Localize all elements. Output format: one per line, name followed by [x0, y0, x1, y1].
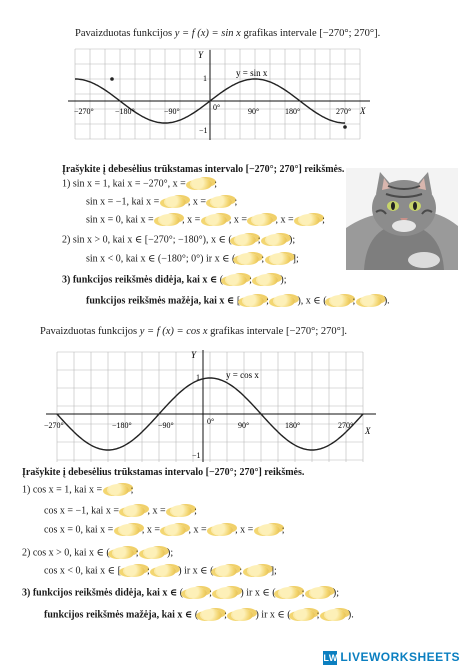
- cos-row-7-text: funkcijos reikšmės mažėja, kai x ∈: [44, 609, 193, 621]
- answer-cloud[interactable]: [298, 214, 320, 226]
- sin-row-7-text: funkcijos reikšmės mažėja, kai x ∈: [86, 295, 235, 307]
- answer-cloud[interactable]: [258, 524, 280, 536]
- sin-xtick-3: 0°: [213, 103, 221, 112]
- sin-title-formula: y = f (x) = sin x: [174, 28, 241, 39]
- sin-row-4-text: 2) sin x > 0, kai x ∈ [−270°; −180°), x ∈: [62, 234, 226, 246]
- answer-cloud[interactable]: [234, 234, 256, 246]
- cos-row-1: 1) cos x = 1, kai x = ;: [22, 484, 134, 496]
- sin-row-1: 1) sin x = 1, kai x = −270°, x = ;: [62, 178, 218, 190]
- cos-curve-label: y = cos x: [226, 370, 259, 380]
- sin-ytick-neg1: −1: [199, 126, 208, 135]
- sin-row-3-text: sin x = 0, kai x =: [86, 214, 154, 226]
- sin-row-1-text: 1) sin x = 1, kai x = −270°, x =: [62, 178, 186, 190]
- answer-cloud[interactable]: [215, 565, 237, 577]
- sin-row-6: 3) funkcijos reikšmės didėja, kai x ∈ ( ; );: [62, 274, 287, 286]
- answer-cloud[interactable]: [210, 196, 232, 208]
- cos-xtick-2: −90°: [158, 421, 174, 430]
- connector-and: ir: [246, 587, 253, 599]
- sin-title-post: grafikas intervale [−270°; 270°].: [243, 28, 381, 39]
- answer-cloud[interactable]: [360, 295, 382, 307]
- cos-row-7: funkcijos reikšmės mažėja, kai x ∈ ( ; ) ir x ∈ ( ; ).: [44, 609, 354, 621]
- sin-row-2-text: sin x = −1, kai x =: [86, 196, 160, 208]
- answer-cloud[interactable]: [143, 547, 165, 559]
- answer-cloud[interactable]: [247, 565, 269, 577]
- cos-row-2: cos x = −1, kai x = , x = ;: [44, 505, 197, 517]
- cos-row-4-text: 2) cos x > 0, kai x ∈: [22, 547, 104, 559]
- cos-x-label: X: [365, 426, 371, 436]
- sin-row-4: 2) sin x > 0, kai x ∈ [−270°; −180°), x ∈ ( ; );: [62, 234, 296, 246]
- cos-xtick-4: 90°: [238, 421, 250, 430]
- cos-xtick-0: −270°: [44, 421, 64, 430]
- cos-title: [40, 326, 347, 337]
- cos-xtick-6: 270°: [338, 421, 354, 430]
- connector-and: ir: [261, 609, 268, 621]
- sin-title: [75, 28, 380, 39]
- sin-x-label: X: [360, 106, 366, 116]
- sin-xtick-5: 180°: [285, 107, 301, 116]
- sin-y-label: Y: [198, 50, 204, 60]
- answer-cloud[interactable]: [112, 547, 134, 559]
- sin-row-2: sin x = −1, kai x = , x = ;: [86, 196, 238, 208]
- cos-row-3-text: cos x = 0, kai x =: [44, 524, 114, 536]
- sin-row-5-text: sin x < 0, kai x ∈ (−180°; 0°) ir x ∈: [86, 253, 230, 265]
- answer-cloud[interactable]: [251, 214, 273, 226]
- connector-and: ir: [184, 565, 191, 577]
- sin-ytick-1: 1: [203, 74, 207, 83]
- answer-cloud[interactable]: [265, 234, 287, 246]
- connector-in: x ∈: [305, 295, 321, 307]
- cos-instruction: Įrašykite į debesėlius trūkstamas intervalo [−270°; 270°] reikšmės.: [22, 467, 305, 478]
- answer-cloud[interactable]: [273, 295, 295, 307]
- answer-cloud[interactable]: [231, 609, 253, 621]
- sin-title-pre: Pavaizduotas funkcijos: [75, 28, 173, 39]
- cos-xtick-1: −180°: [112, 421, 132, 430]
- sin-xtick-0: −270°: [74, 107, 94, 116]
- answer-cloud[interactable]: [242, 295, 264, 307]
- cos-xtick-3: 0°: [207, 417, 215, 426]
- answer-cloud[interactable]: [158, 214, 180, 226]
- cos-row-4: 2) cos x > 0, kai x ∈ ( ; );: [22, 547, 174, 559]
- answer-cloud[interactable]: [293, 609, 315, 621]
- answer-cloud[interactable]: [118, 524, 140, 536]
- answer-cloud[interactable]: [211, 524, 233, 536]
- sin-row-3: sin x = 0, kai x = , x = , x = , x = ;: [86, 214, 325, 226]
- cos-row-1-text: 1) cos x = 1, kai x =: [22, 484, 103, 496]
- sin-row-7: funkcijos reikšmės mažėja, kai x ∈ [ ; ), x ∈ ( ; ).: [86, 295, 390, 307]
- cos-sheet: [0, 322, 474, 646]
- sin-graph: [60, 44, 390, 144]
- cos-row-2-text: cos x = −1, kai x =: [44, 505, 119, 517]
- answer-cloud[interactable]: [225, 274, 247, 286]
- cat-photo: [346, 168, 458, 270]
- brand-name: LIVEWORKSHEETS: [340, 650, 460, 664]
- brand-logo-icon: LW: [323, 652, 338, 663]
- footer: [0, 646, 474, 669]
- answer-cloud[interactable]: [154, 565, 176, 577]
- answer-cloud[interactable]: [123, 505, 145, 517]
- sin-xtick-4: 90°: [248, 107, 260, 116]
- sin-row-5: sin x < 0, kai x ∈ (−180°; 0°) ir x ∈ ( ; ];: [86, 253, 299, 265]
- cos-row-3: cos x = 0, kai x = , x = , x = , x = ;: [44, 524, 285, 536]
- cos-ytick-neg1: −1: [192, 451, 201, 460]
- answer-cloud[interactable]: [190, 178, 212, 190]
- cos-row-5: cos x < 0, kai x ∈ [ ; ) ir x ∈ ( ; ];: [44, 565, 277, 577]
- answer-cloud[interactable]: [123, 565, 145, 577]
- cos-row-5-text: cos x < 0, kai x ∈: [44, 565, 116, 577]
- answer-cloud[interactable]: [205, 214, 227, 226]
- cos-row-6: 3) funkcijos reikšmės didėja, kai x ∈ ( ; ) ir x ∈ ( ; );: [22, 587, 339, 599]
- answer-cloud[interactable]: [278, 587, 300, 599]
- answer-cloud[interactable]: [324, 609, 346, 621]
- answer-cloud[interactable]: [170, 505, 192, 517]
- cos-xtick-5: 180°: [285, 421, 301, 430]
- cos-title-post: grafikas intervale [−270°; 270°].: [210, 326, 347, 337]
- cos-row-6-text: 3) funkcijos reikšmės didėja, kai x ∈: [22, 587, 178, 599]
- answer-cloud[interactable]: [237, 253, 259, 265]
- answer-cloud[interactable]: [329, 295, 351, 307]
- sin-sheet: [0, 0, 474, 322]
- sin-grid: [75, 49, 360, 139]
- answer-cloud[interactable]: [256, 274, 278, 286]
- answer-cloud[interactable]: [107, 484, 129, 496]
- sin-xtick-6: 270°: [336, 107, 352, 116]
- sin-curve-label: y = sin x: [236, 68, 268, 78]
- sin-instruction: Įrašykite į debesėlius trūkstamas intervalo [−270°; 270°] reikšmės.: [62, 164, 345, 175]
- sin-row-6-text: 3) funkcijos reikšmės didėja, kai x ∈: [62, 274, 218, 286]
- answer-cloud[interactable]: [164, 196, 186, 208]
- answer-cloud[interactable]: [164, 524, 186, 536]
- answer-cloud[interactable]: [269, 253, 291, 265]
- sin-xtick-2: −90°: [164, 107, 180, 116]
- answer-cloud[interactable]: [309, 587, 331, 599]
- answer-cloud[interactable]: [216, 587, 238, 599]
- cos-graph: [40, 344, 390, 464]
- cos-grid: [57, 352, 363, 462]
- answer-cloud[interactable]: [200, 609, 222, 621]
- sin-endpoint-left: [110, 77, 114, 81]
- cos-title-formula: y = f (x) = cos x: [139, 326, 208, 337]
- sin-xtick-1: −180°: [115, 107, 135, 116]
- cos-title-pre: Pavaizduotas funkcijos: [40, 326, 138, 337]
- brand-logo[interactable]: [323, 650, 460, 665]
- answer-cloud[interactable]: [185, 587, 207, 599]
- cos-y-label: Y: [191, 350, 197, 360]
- sin-endpoint-right: [343, 125, 347, 129]
- cos-ytick-1: 1: [196, 373, 200, 382]
